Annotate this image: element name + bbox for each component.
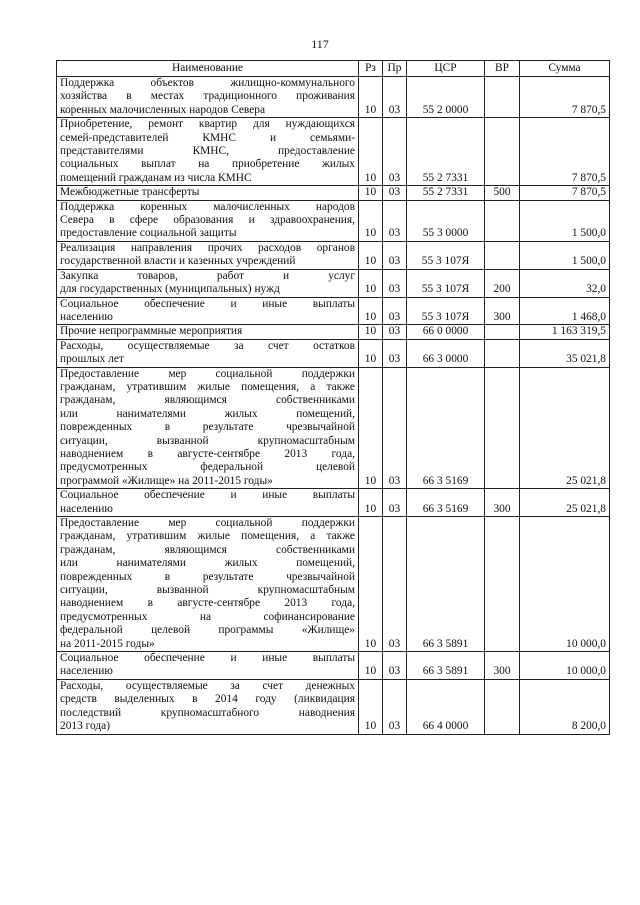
row-pr: 03 <box>383 325 407 339</box>
row-sum: 8 200,0 <box>520 679 610 734</box>
table-row <box>57 652 610 680</box>
row-rz: 10 <box>359 186 383 200</box>
row-name-line: средств выделенных в 2014 году (ликвидация <box>60 693 355 706</box>
row-name-line: последствий крупномасштабного наводнения <box>60 706 355 719</box>
row-rz: 10 <box>359 118 383 186</box>
row-name <box>57 339 359 367</box>
row-csr: 55 3 0000 <box>407 200 485 241</box>
row-name-line: Реализация направления прочих расходов органов <box>60 241 355 254</box>
row-csr: 55 2 7331 <box>407 186 485 200</box>
row-name-line: Предоставление мер социальной поддержки <box>60 517 355 529</box>
row-vr: 300 <box>485 489 520 517</box>
row-rz: 10 <box>359 489 383 517</box>
row-name-line: прошлых лет <box>60 353 124 366</box>
row-name <box>57 297 359 325</box>
header-name: Наименование <box>57 61 359 77</box>
row-name-line: Расходы, осуществляемые за счет остатков <box>60 339 355 352</box>
row-name-line: семей-представителей КМНС и семьями- <box>60 131 355 144</box>
table-row <box>57 186 610 200</box>
row-name <box>57 517 359 652</box>
row-name-line: Социальное обеспечение и иные выплаты <box>60 652 355 665</box>
row-name-line: наводнением в августе-сентябре 2013 года, <box>60 447 355 460</box>
row-name-line: Закупка товаров, работ и услуг <box>60 269 355 282</box>
row-name-line: населению <box>60 310 113 323</box>
row-name-line: социальных выплат на приобретение жилых <box>60 158 355 171</box>
row-rz: 10 <box>359 679 383 734</box>
row-rz: 10 <box>359 652 383 680</box>
row-name-line: помещений гражданам из числа КМНС <box>60 171 252 184</box>
row-pr: 03 <box>383 297 407 325</box>
row-rz: 10 <box>359 339 383 367</box>
table-row <box>57 77 610 118</box>
row-name-line: или нанимателями жилых помещений, <box>60 407 355 420</box>
row-csr: 55 2 7331 <box>407 118 485 186</box>
row-name-line: поврежденных в результате чрезвычайной <box>60 421 355 434</box>
row-rz: 10 <box>359 367 383 489</box>
row-csr: 66 4 0000 <box>407 679 485 734</box>
row-name-line: федеральной целевой программы «Жилище» <box>60 624 355 637</box>
row-name <box>57 325 359 339</box>
header-vr: ВР <box>485 61 520 77</box>
row-rz: 10 <box>359 297 383 325</box>
table-row <box>57 367 610 489</box>
row-name-line: поврежденных в результате чрезвычайной <box>60 570 355 583</box>
row-vr <box>485 679 520 734</box>
row-vr <box>485 77 520 118</box>
row-csr: 66 3 0000 <box>407 339 485 367</box>
row-name-line: Приобретение, ремонт квартир для нуждающихся <box>60 118 355 131</box>
row-name <box>57 367 359 489</box>
table-row <box>57 297 610 325</box>
row-name-line: населению <box>60 502 113 515</box>
row-csr: 55 2 0000 <box>407 77 485 118</box>
header-rz: Рз <box>359 61 383 77</box>
row-rz: 10 <box>359 325 383 339</box>
header-sum: Сумма <box>520 61 610 77</box>
row-vr: 200 <box>485 269 520 297</box>
row-csr: 66 3 5169 <box>407 367 485 489</box>
row-name-line: на 2011-2015 годы» <box>60 637 155 650</box>
row-rz: 10 <box>359 269 383 297</box>
row-sum: 1 500,0 <box>520 241 610 269</box>
row-sum: 1 500,0 <box>520 200 610 241</box>
table-row <box>57 118 610 186</box>
row-sum: 7 870,5 <box>520 118 610 186</box>
table-header-row <box>57 61 610 77</box>
page-number: 117 <box>311 37 329 51</box>
row-name-line: Севера в сфере образования и здравоохранения, <box>60 214 355 227</box>
row-csr: 55 3 107Я <box>407 297 485 325</box>
row-name-line: Предоставление мер социальной поддержки <box>60 367 355 380</box>
row-name-line: ситуации, вызванной крупномасштабным <box>60 434 355 447</box>
row-vr: 500 <box>485 186 520 200</box>
row-name-line: Межбюджетные трансферты <box>60 186 200 199</box>
row-name-line: Социальное обеспечение и иные выплаты <box>60 297 355 310</box>
row-vr: 300 <box>485 297 520 325</box>
row-vr <box>485 241 520 269</box>
row-rz: 10 <box>359 200 383 241</box>
header-csr: ЦСР <box>407 61 485 77</box>
table-row <box>57 517 610 652</box>
row-pr: 03 <box>383 517 407 652</box>
row-sum: 7 870,5 <box>520 186 610 200</box>
row-name-line: коренных малочисленных народов Севера <box>60 103 266 116</box>
row-csr: 66 3 5169 <box>407 489 485 517</box>
row-pr: 03 <box>383 269 407 297</box>
row-name-line: государственной власти и казенных учреждений <box>60 255 296 268</box>
row-name-line: ситуации, вызванной крупномасштабным <box>60 584 355 597</box>
row-name-line: предусмотренных на софинансирование <box>60 610 355 623</box>
row-sum: 10 000,0 <box>520 652 610 680</box>
row-csr: 66 3 5891 <box>407 652 485 680</box>
table-row <box>57 489 610 517</box>
row-name <box>57 679 359 734</box>
row-name-line: для государственных (муниципальных) нужд <box>60 283 280 296</box>
table-row <box>57 269 610 297</box>
row-pr: 03 <box>383 186 407 200</box>
row-csr: 66 0 0000 <box>407 325 485 339</box>
row-pr: 03 <box>383 200 407 241</box>
row-rz: 10 <box>359 241 383 269</box>
row-vr <box>485 339 520 367</box>
table-row <box>57 325 610 339</box>
row-name-line: программой «Жилище» на 2011-2015 годы» <box>60 474 273 487</box>
row-vr <box>485 517 520 652</box>
row-name-line: наводнением в августе-сентябре 2013 года, <box>60 597 355 610</box>
row-pr: 03 <box>383 118 407 186</box>
row-name <box>57 118 359 186</box>
row-pr: 03 <box>383 339 407 367</box>
row-name-line: предусмотренных федеральной целевой <box>60 461 355 474</box>
row-pr: 03 <box>383 679 407 734</box>
row-sum: 25 021,8 <box>520 489 610 517</box>
row-name <box>57 77 359 118</box>
row-name <box>57 241 359 269</box>
row-name-line: Поддержка коренных малочисленных народов <box>60 200 355 213</box>
row-pr: 03 <box>383 77 407 118</box>
row-name <box>57 186 359 200</box>
row-sum: 7 870,5 <box>520 77 610 118</box>
row-name-line: гражданам, утратившим жилые помещения, а также <box>60 530 355 543</box>
row-vr <box>485 118 520 186</box>
row-vr <box>485 200 520 241</box>
row-sum: 32,0 <box>520 269 610 297</box>
row-name-line: Социальное обеспечение и иные выплаты <box>60 489 355 502</box>
row-sum: 10 000,0 <box>520 517 610 652</box>
row-rz: 10 <box>359 517 383 652</box>
budget-table <box>56 60 610 735</box>
row-rz: 10 <box>359 77 383 118</box>
row-name-line: 2013 года) <box>60 720 111 733</box>
row-pr: 03 <box>383 489 407 517</box>
row-csr: 55 3 107Я <box>407 241 485 269</box>
row-pr: 03 <box>383 652 407 680</box>
table-row <box>57 339 610 367</box>
row-name <box>57 489 359 517</box>
row-name <box>57 269 359 297</box>
row-pr: 03 <box>383 241 407 269</box>
row-name-line: Поддержка объектов жилищно-коммунального <box>60 77 355 89</box>
row-name-line: хозяйства в местах традиционного проживания <box>60 90 355 103</box>
row-sum: 1 163 319,5 <box>520 325 610 339</box>
row-vr <box>485 367 520 489</box>
row-csr: 66 3 5891 <box>407 517 485 652</box>
row-vr <box>485 325 520 339</box>
table-row <box>57 679 610 734</box>
table-body <box>57 77 610 735</box>
row-csr: 55 3 107Я <box>407 269 485 297</box>
row-name-line: гражданам, являющимся собственниками <box>60 543 355 556</box>
row-name <box>57 652 359 680</box>
row-name-line: или нанимателями жилых помещений, <box>60 557 355 570</box>
row-vr: 300 <box>485 652 520 680</box>
row-name-line: предоставление социальной защиты <box>60 227 237 240</box>
row-name-line: Расходы, осуществляемые за счет денежных <box>60 679 355 692</box>
table-row <box>57 241 610 269</box>
row-name <box>57 200 359 241</box>
row-sum: 1 468,0 <box>520 297 610 325</box>
row-pr: 03 <box>383 367 407 489</box>
row-name-line: гражданам, утратившим жилые помещения, а также <box>60 380 355 393</box>
row-name-line: населению <box>60 665 113 678</box>
row-sum: 25 021,8 <box>520 367 610 489</box>
header-pr: Пр <box>383 61 407 77</box>
row-name-line: гражданам, являющимся собственниками <box>60 394 355 407</box>
table-row <box>57 200 610 241</box>
row-sum: 35 021,8 <box>520 339 610 367</box>
row-name-line: Прочие непрограммные мероприятия <box>60 325 243 338</box>
row-name-line: представителями КМНС, предоставление <box>60 145 355 158</box>
